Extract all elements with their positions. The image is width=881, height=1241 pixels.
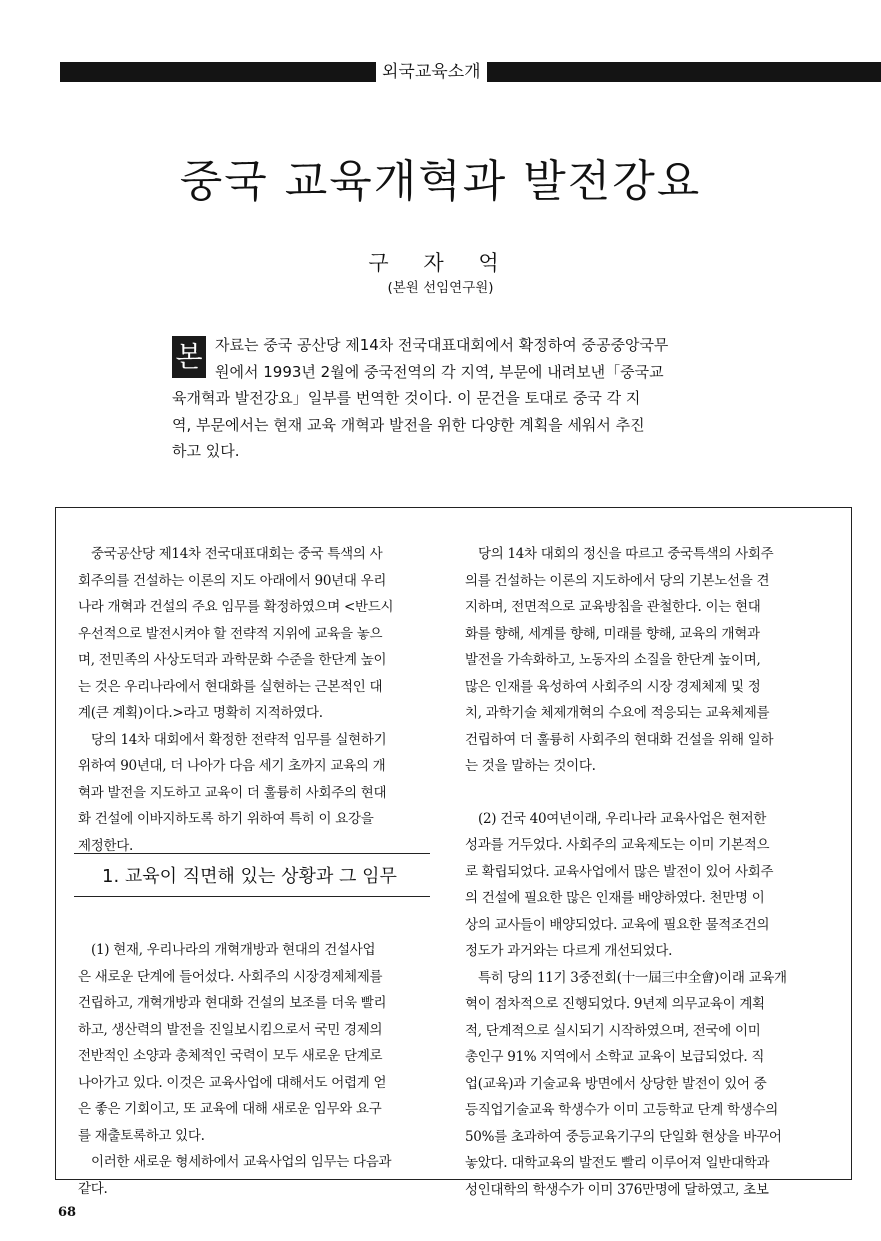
author-affiliation: (본원 선임연구원): [387, 280, 494, 296]
body-line: 혁이 점차적으로 진행되었다. 9년제 의무교육이 계획: [465, 996, 765, 1012]
body-line: 특히 당의 11기 3중전회(十一屆三中全會)이래 교육개: [478, 969, 787, 986]
body-line: 발전을 가속화하고, 노동자의 소질을 한단계 높이며,: [465, 652, 761, 668]
body-line: 적, 단계적으로 실시되기 시작하였으며, 전국에 이미: [465, 1022, 761, 1039]
body-line: 업(교육)과 기술교육 방면에서 상당한 발전이 있어 중: [465, 1075, 767, 1092]
body-line: 를 재출토록하고 있다.: [78, 1127, 205, 1144]
body-line: 당의 14차 대회의 정신을 따르고 중국특색의 사회주: [478, 546, 774, 562]
body-line: (1) 현재, 우리나라의 개혁개방과 현대의 건설사업: [91, 942, 376, 958]
body-line: 상의 교사들이 배양되었다. 교육에 필요한 물적조건의: [465, 916, 770, 933]
body-line: 정도가 과거와는 다르게 개선되었다.: [465, 943, 673, 959]
section-label: 외국교육소개: [376, 60, 487, 84]
author-name: 구 자 억: [368, 251, 513, 275]
body-line: 당의 14차 대회에서 확정한 전략적 임무를 실현하기: [91, 731, 387, 748]
body-line: 많은 인재를 육성하여 사회주의 시장 경제체제 및 정: [465, 678, 761, 695]
body-line: 치, 과학기술 체제개혁의 수요에 적응되는 교육체제를: [465, 705, 770, 721]
right-column: [465, 541, 830, 1203]
body-line: (2) 건국 40여년이래, 우리나라 교육사업은 현저한: [478, 810, 767, 827]
body-line: 50%를 초과하여 중등교육기구의 단일화 현상을 바꾸어: [465, 1128, 782, 1145]
body-line: 중국공산당 제14차 전국대표대회는 중국 특색의 사: [91, 546, 383, 562]
intro-dropcap: 본: [172, 336, 206, 378]
body-line: 등직업기술교육 학생수가 이미 고등학교 단계 학생수의: [465, 1102, 778, 1118]
body-line: 위하여 90년대, 더 나아가 다음 세기 초까지 교육의 개: [78, 758, 386, 774]
body-line: 회주의를 건설하는 이론의 지도 아래에서 90년대 우리: [78, 572, 387, 589]
body-line: 건립하여 더 훌륭히 사회주의 현대화 건설을 위해 일하: [465, 731, 774, 748]
body-line: 며, 전민족의 사상도덕과 과학문화 수준을 한단계 높이: [78, 652, 387, 668]
body-line: 전반적인 소양과 총체적인 국력이 모두 새로운 단계로: [78, 1048, 383, 1064]
intro-line: 하고 있다.: [172, 442, 240, 460]
body-line: 나라 개혁과 건설의 주요 임무를 확정하였으며 <반드시: [78, 599, 394, 615]
body-line: 총인구 91% 지역에서 소학교 교육이 보급되었다. 직: [465, 1049, 765, 1065]
body-line: 은 새로운 단계에 들어섰다. 사회주의 시장경제체제를: [78, 968, 383, 985]
body-line: 계(큰 계획)이다.>라고 명확히 지적하였다.: [78, 705, 323, 721]
body-line: 나아가고 있다. 이것은 교육사업에 대해서도 어렵게 얻: [78, 1074, 387, 1091]
body-line: 제정한다.: [78, 837, 133, 854]
article-title: 중국 교육개혁과 발전강요: [179, 156, 702, 207]
body-line: 지하며, 전면적으로 교육방침을 관철한다. 이는 현대: [465, 599, 761, 615]
body-line: 는 것을 말하는 것이다.: [465, 758, 596, 774]
intro-line: 역, 부문에서는 현재 교육 개혁과 발전을 위한 다양한 계획을 세워서 추진: [172, 415, 645, 434]
body-line: 로 확립되었다. 교육사업에서 많은 발전이 있어 사회주: [465, 863, 774, 880]
body-line: 혁과 발전을 지도하고 교육이 더 훌륭히 사회주의 현대: [78, 784, 387, 801]
body-line: 는 것은 우리나라에서 현대화를 실현하는 근본적인 대: [78, 678, 383, 695]
body-line: 놓았다. 대학교육의 발전도 빨리 이루어져 일반대학과: [465, 1155, 770, 1171]
section-heading-text: 1. 교육이 직면해 있는 상황과 그 임무: [102, 866, 397, 887]
body-line: 화 건설에 이바지하도록 하기 위하여 특히 이 요강을: [78, 811, 374, 827]
intro-line: 원에서 1993년 2월에 중국전역의 각 지역, 부문에 내려보낸「중국교: [215, 362, 664, 381]
intro-paragraph: [172, 332, 720, 465]
body-line: 건립하고, 개혁개방과 현대화 건설의 보조를 더욱 빨리: [78, 995, 387, 1011]
body-line: 성과를 거두었다. 사회주의 교육제도는 이미 기본적으: [465, 837, 770, 853]
intro-line: 자료는 중국 공산당 제14차 전국대표대회에서 확정하여 중공중앙국무: [215, 336, 669, 354]
body-line: 우선적으로 발전시켜야 할 전략적 지위에 교육을 놓으: [78, 625, 383, 642]
body-line: 화를 향해, 세계를 향해, 미래를 향해, 교육의 개혁과: [465, 625, 760, 642]
body-line: 성인대학의 학생수가 이미 376만명에 달하였고, 초보: [465, 1181, 769, 1198]
body-line: 은 좋은 기회이고, 또 교육에 대해 새로운 임무와 요구: [78, 1101, 382, 1117]
body-line: 의 건설에 필요한 많은 인재를 배양하였다. 천만명 이: [465, 890, 765, 906]
body-line: 이러한 새로운 형세하에서 교육사업의 임무는 다음과: [91, 1154, 392, 1170]
body-line: 같다.: [78, 1180, 108, 1197]
body-line: 하고, 생산력의 발전을 진일보시킴으로서 국민 경제의: [78, 1021, 383, 1038]
intro-line: 육개혁과 발전강요」일부를 번역한 것이다. 이 문건을 토대로 중국 각 지: [172, 389, 641, 407]
section-heading: [74, 853, 430, 897]
page-number: 68: [58, 1205, 77, 1220]
body-line: 의를 건설하는 이론의 지도하에서 당의 기본노선을 견: [465, 572, 770, 589]
